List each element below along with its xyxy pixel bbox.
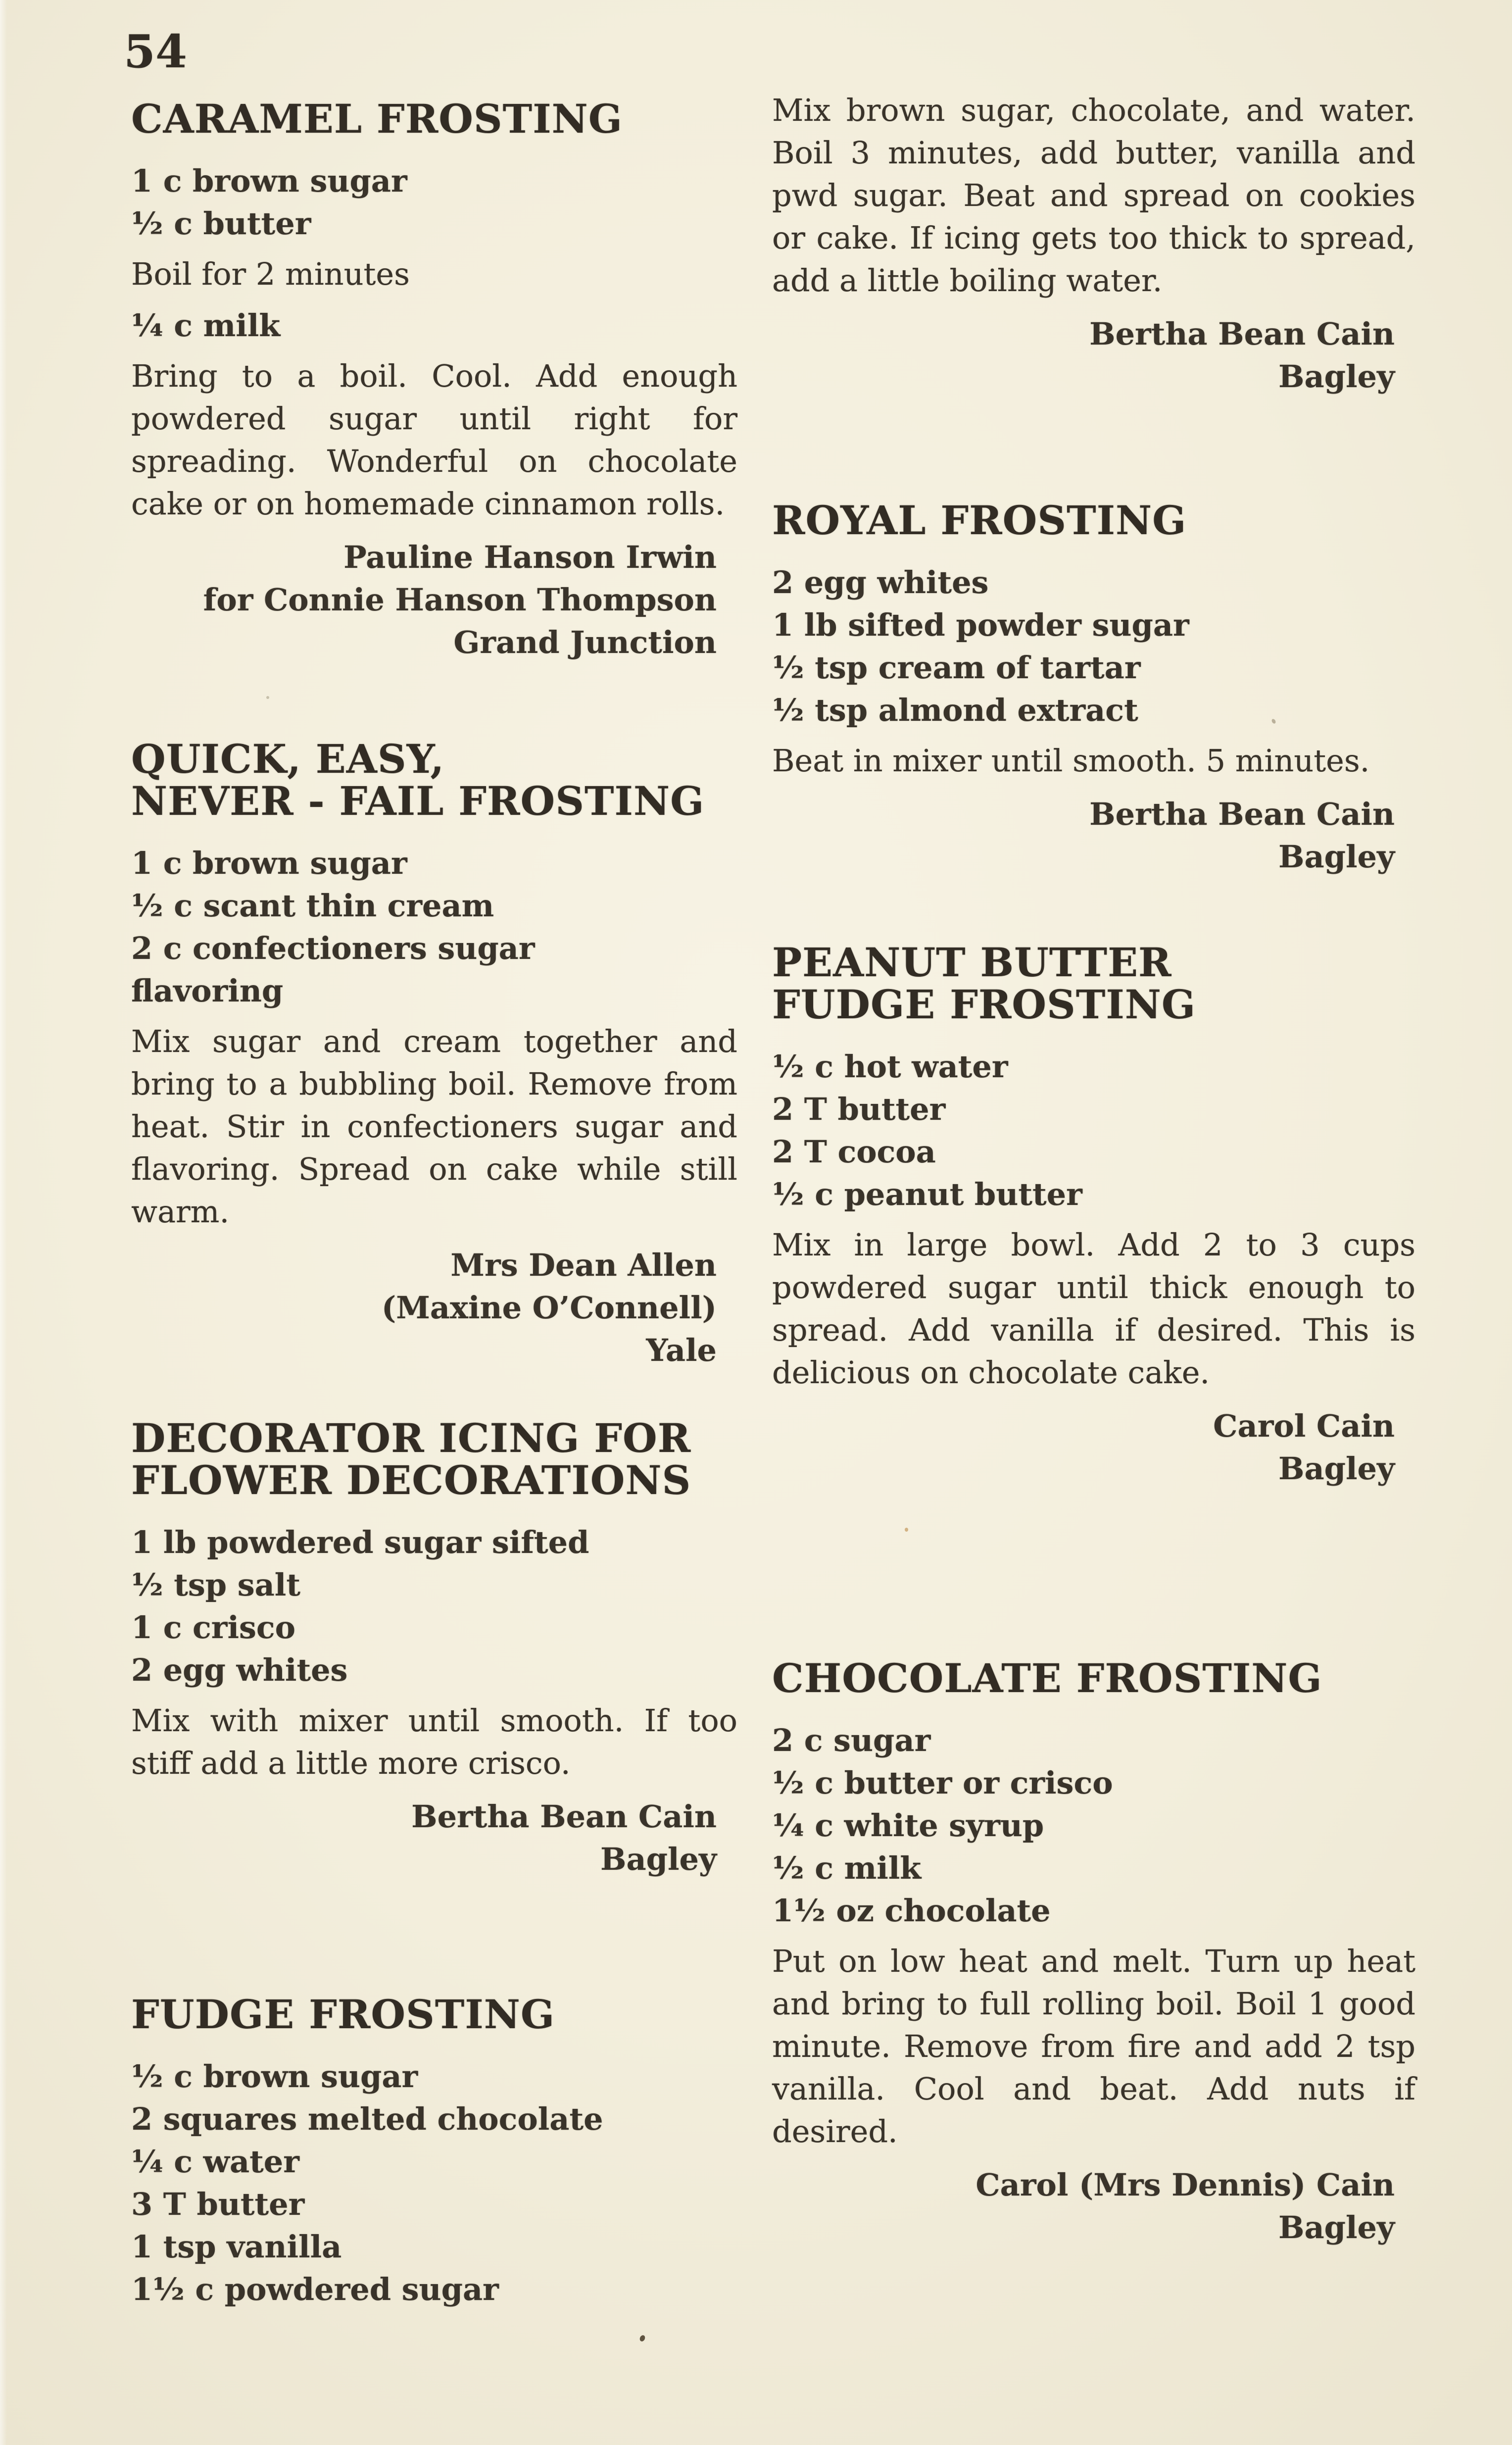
ingredient-line: 1 lb sifted powder sugar xyxy=(772,607,1189,643)
ingredient-line: ½ c hot water xyxy=(772,1048,1008,1085)
attribution-line: Bertha Bean Cain xyxy=(411,1798,717,1835)
ingredient-line: 1 c brown sugar xyxy=(131,163,407,199)
step-line: Boil for 2 minutes xyxy=(131,256,410,292)
ingredient-line: ½ c milk xyxy=(772,1850,922,1886)
ingredient-line: 2 c sugar xyxy=(772,1722,931,1758)
recipe-title-line: FLOWER DECORATIONS xyxy=(131,1457,691,1503)
attribution-line: Bagley xyxy=(1278,358,1395,395)
ingredient-list xyxy=(131,160,737,245)
ingredient-line: ½ tsp cream of tartar xyxy=(772,649,1141,686)
ingredient-line: ½ tsp almond extract xyxy=(772,692,1138,728)
recipe-section xyxy=(131,98,737,664)
attribution-line: Bagley xyxy=(1278,2209,1395,2245)
scan-speck xyxy=(639,2334,646,2342)
ingredient-line: 2 egg whites xyxy=(131,1652,348,1688)
recipe-title-line: CHOCOLATE FROSTING xyxy=(772,1655,1322,1701)
attribution-line: Bagley xyxy=(1278,839,1395,875)
recipe-title xyxy=(772,939,1415,1028)
instructions-paragraph: Put on low heat and melt. Turn up heat and bring to full rolling boil. Boil 1 good minute. Remove from fire and add 2 tsp vanilla. Cool and beat. Add nuts if desired. xyxy=(772,1943,1415,2149)
attribution xyxy=(131,1796,737,1881)
ingredient-line: ½ c brown sugar xyxy=(131,2058,418,2095)
recipe-title-line: FUDGE FROSTING xyxy=(772,981,1196,1028)
ingredient-line: 2 squares melted chocolate xyxy=(131,2101,603,2137)
ingredient-list xyxy=(131,1521,737,1692)
ingredient-line: ½ c peanut butter xyxy=(772,1176,1082,1212)
attribution-line: (Maxine O’Connell) xyxy=(381,1290,717,1326)
attribution-line: Carol (Mrs Dennis) Cain xyxy=(975,2167,1395,2203)
ingredient-line: 1½ oz chocolate xyxy=(772,1893,1051,1929)
column-right xyxy=(772,0,1415,2319)
attribution-line: Bagley xyxy=(600,1841,717,1877)
recipe-title-line: FUDGE FROSTING xyxy=(131,1991,555,2038)
recipe-title xyxy=(131,1417,737,1501)
recipe-title xyxy=(131,738,737,822)
attribution xyxy=(772,313,1415,398)
ingredient-line: 1 tsp vanilla xyxy=(131,2229,342,2265)
ingredient-list xyxy=(772,561,1415,732)
recipe-title xyxy=(772,499,1415,542)
attribution xyxy=(772,1405,1415,1490)
attribution xyxy=(131,536,737,664)
attribution xyxy=(131,1244,737,1372)
attribution-line: Grand Junction xyxy=(453,624,717,660)
recipe-section xyxy=(772,1657,1415,2249)
ingredient-line: ¼ c milk xyxy=(131,307,281,344)
ingredient-line: 2 egg whites xyxy=(772,564,989,600)
ingredient-list xyxy=(131,2055,737,2311)
recipe-title-line: ROYAL FROSTING xyxy=(772,497,1187,544)
attribution-line: Bertha Bean Cain xyxy=(1089,796,1395,832)
ingredient-line: 1½ c powdered sugar xyxy=(131,2271,499,2307)
ingredient-line: flavoring xyxy=(131,973,284,1009)
ingredient-line: 2 T butter xyxy=(772,1091,946,1127)
instructions-paragraph: Bring to a boil. Cool. Add enough powdered sugar until right for spreading. Wonderful on chocolate cake or on homemade cinnamon rolls. xyxy=(131,358,737,522)
recipe-section xyxy=(772,939,1415,1490)
instructions-paragraph: Mix brown sugar, chocolate, and water. Boil 3 minutes, add butter, vanilla and pwd sugar. Beat and spread on cookies or cake. If icing gets too thick to spread, add a little boiling water. xyxy=(772,92,1415,299)
instructions-paragraph: Mix with mixer until smooth. If too stiff add a little more crisco. xyxy=(131,1702,737,1781)
attribution-line: Bagley xyxy=(1278,1450,1395,1487)
ingredient-line: ¼ c white syrup xyxy=(772,1807,1044,1844)
ingredient-line: 1 c crisco xyxy=(131,1609,296,1646)
attribution-line: Bertha Bean Cain xyxy=(1089,316,1395,352)
page-number: 54 xyxy=(124,25,188,78)
attribution xyxy=(772,2164,1415,2249)
attribution-line: Pauline Hanson Irwin xyxy=(343,539,717,575)
ingredient-line: 2 c confectioners sugar xyxy=(131,930,535,966)
recipe-title-line: QUICK, EASY, xyxy=(131,736,445,782)
ingredient-list xyxy=(772,1046,1415,1216)
ingredient-line: ½ tsp salt xyxy=(131,1567,300,1603)
attribution xyxy=(772,793,1415,878)
recipe-section xyxy=(131,1991,737,2311)
ingredient-line: ¼ c water xyxy=(131,2144,299,2180)
attribution-line: Carol Cain xyxy=(1213,1408,1395,1444)
attribution-line: for Connie Hanson Thompson xyxy=(203,582,717,618)
instructions-paragraph: Beat in mixer until smooth. 5 minutes. xyxy=(772,743,1370,779)
attribution-line: Yale xyxy=(646,1332,717,1368)
recipe-section xyxy=(772,499,1415,878)
recipe-title xyxy=(131,1991,737,2038)
recipe-section xyxy=(131,1417,737,1881)
recipe-title xyxy=(772,1657,1415,1699)
recipe-title xyxy=(131,98,737,140)
ingredient-line: 1 lb powdered sugar sifted xyxy=(131,1524,589,1560)
ingredient-line: ½ c butter or crisco xyxy=(772,1765,1113,1801)
ingredient-list xyxy=(131,304,737,347)
ingredient-line: 2 T cocoa xyxy=(772,1134,936,1170)
recipe-title-line: PEANUT BUTTER xyxy=(772,939,1172,986)
recipe-title-line: CARAMEL FROSTING xyxy=(131,96,623,142)
ingredient-list xyxy=(772,1719,1415,1932)
recipe-title-line: DECORATOR ICING FOR xyxy=(131,1415,691,1461)
ingredient-line: 1 c brown sugar xyxy=(131,845,407,881)
ingredient-list xyxy=(131,842,737,1012)
recipe-title-line: NEVER - FAIL FROSTING xyxy=(131,778,705,824)
recipe-section xyxy=(131,738,737,1372)
instructions-paragraph: Mix in large bowl. Add 2 to 3 cups powdered sugar until thick enough to spread. Add vanilla if desired. This is delicious on chocolate cake. xyxy=(772,1227,1415,1391)
attribution-line: Mrs Dean Allen xyxy=(450,1247,717,1283)
instructions-paragraph: Mix sugar and cream together and bring to a bubbling boil. Remove from heat. Stir in confectioners sugar and flavoring. Spread on cake while still warm. xyxy=(131,1023,737,1230)
column-left xyxy=(131,0,737,2319)
ingredient-line: 3 T butter xyxy=(131,2186,305,2222)
ingredient-line: ½ c scant thin cream xyxy=(131,888,494,924)
ingredient-line: ½ c butter xyxy=(131,205,311,242)
recipe-section xyxy=(772,89,1415,398)
